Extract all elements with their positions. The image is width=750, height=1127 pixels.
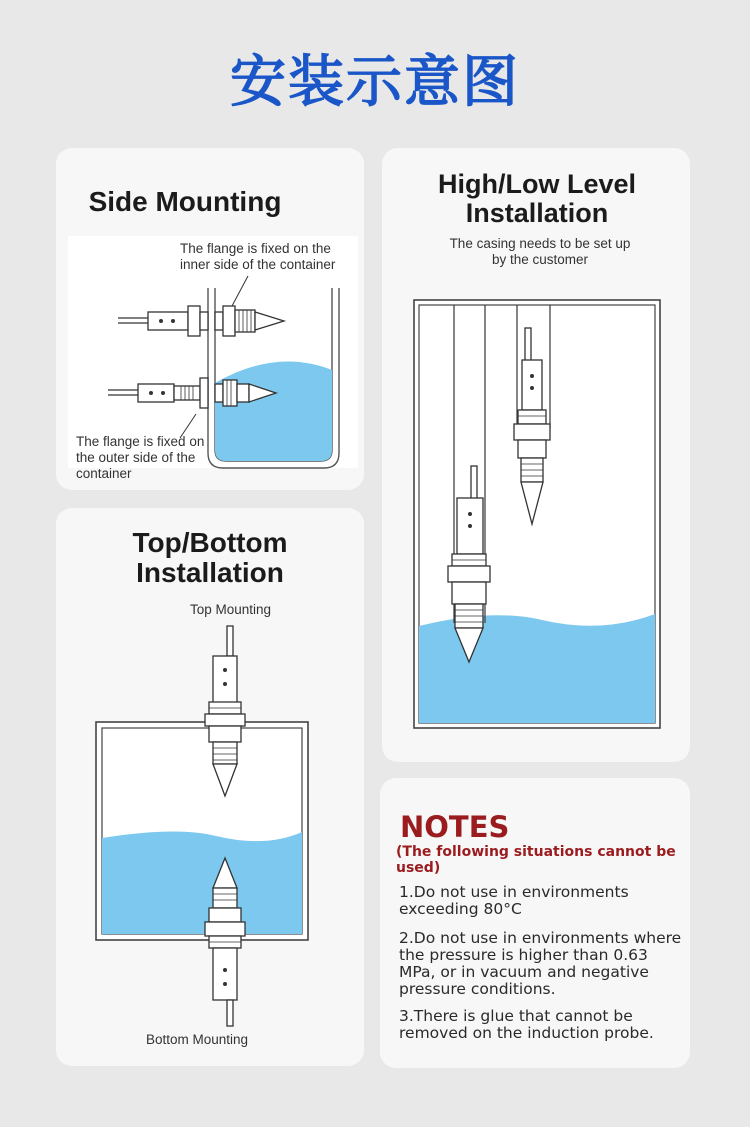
notes-title: NOTES (400, 810, 510, 844)
top-bottom-diagram (56, 508, 364, 1066)
label-inner-flange: The flange is fixed on the inner side of the container (180, 241, 336, 272)
casing-caption: The casing needs to be set up by the customer (449, 236, 631, 267)
label-top-mounting: Top Mounting (190, 602, 272, 617)
note-item: 1.Do not use in environments exceeding 80°C (399, 883, 629, 918)
notes-subtitle: (The following situations cannot be used) (396, 844, 676, 876)
label-bottom-mounting: Bottom Mounting (146, 1032, 249, 1047)
top-bottom-card (56, 508, 364, 1066)
note-item: 2.Do not use in environments where the pressure is higher than 0.63 MPa, or in vacuum and negative pressure conditions. (399, 929, 682, 998)
label-outer-flange: The flange is fixed on the outer side of the container (76, 434, 205, 481)
high-low-heading: High/Low Level Installation (437, 169, 637, 228)
side-mounting-card (56, 148, 364, 490)
note-item: 3.There is glue that cannot be removed on the induction probe. (399, 1007, 654, 1042)
notes-card (380, 778, 690, 1068)
top-bottom-heading: Top/Bottom Installation (132, 527, 288, 588)
page-title: 安装示意图 (230, 50, 520, 115)
high-low-card (382, 148, 690, 762)
high-low-diagram (382, 148, 690, 762)
side-mounting-heading: Side Mounting (88, 186, 282, 217)
